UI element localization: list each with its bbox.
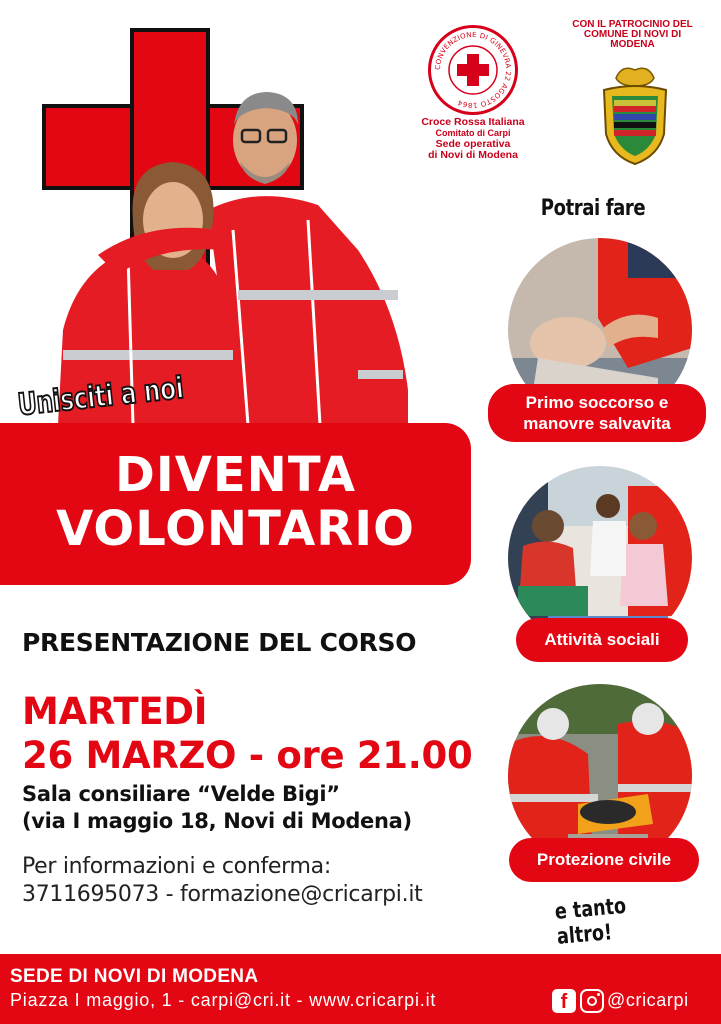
volunteers-photo [58, 80, 418, 425]
cri-name: Croce Rossa Italiana [421, 116, 525, 128]
cri-committee-block [408, 117, 538, 161]
footer-bar [0, 954, 721, 1024]
activity-social-label: Attività sociali [516, 618, 688, 662]
activity-civil-protection-label: Protezione civile [509, 838, 699, 882]
patronage-line3: MODENA [610, 39, 655, 50]
patronage-text [550, 20, 715, 50]
venue-name: Sala consiliare “Velde Bigi” [22, 782, 340, 806]
social-handle[interactable]: @cricarpi [607, 990, 689, 1010]
tagline: Unisciti a noi [16, 370, 186, 423]
more-activities-text: e tanto altro! [553, 893, 628, 950]
headline-line2: VOLONTARIO [56, 501, 415, 557]
activities-intro: Potrai fare [540, 196, 646, 221]
activity-first-aid-line2: manovre salvavita [523, 414, 671, 433]
municipality-crest-icon [598, 64, 672, 168]
activity-first-aid-label [488, 384, 706, 442]
event-day: MARTEDÌ [22, 690, 208, 733]
event-date-time: 26 MARZO - ore 21.00 [22, 734, 473, 777]
logo-ring-text: CONVENZIONE DI GINEVRA 22 AGOSTO 1864 [433, 30, 513, 110]
venue-address: (via I maggio 18, Novi di Modena) [22, 809, 412, 833]
facebook-icon[interactable]: f [552, 989, 576, 1013]
footer-address-line[interactable]: Piazza I maggio, 1 - carpi@cri.it - www.cricarpi.it [10, 990, 437, 1010]
cri-committee: Comitato di Carpi [435, 128, 511, 138]
cri-seat-line1: Sede operativa [435, 138, 511, 150]
footer-title: SEDE DI NOVI DI MODENA [10, 966, 259, 987]
event-title: PRESENTAZIONE DEL CORSO [22, 628, 417, 657]
info-label: Per informazioni e conferma: [22, 854, 331, 879]
cri-seat-line2: di Novi di Modena [428, 149, 518, 161]
contact-details[interactable]: 3711695073 - formazione@cricarpi.it [22, 882, 423, 907]
patronage-line1: CON IL PATROCINIO DEL [572, 19, 693, 30]
event-venue [22, 781, 412, 835]
activity-first-aid-line1: Primo soccorso e [525, 393, 669, 412]
patronage-line2: COMUNE DI NOVI DI [583, 29, 682, 40]
headline [0, 448, 471, 556]
event-date [22, 690, 472, 778]
contact-info [22, 853, 422, 909]
headline-line1: DIVENTA [115, 447, 356, 503]
croce-rossa-logo [428, 25, 518, 115]
instagram-icon[interactable] [580, 989, 604, 1013]
